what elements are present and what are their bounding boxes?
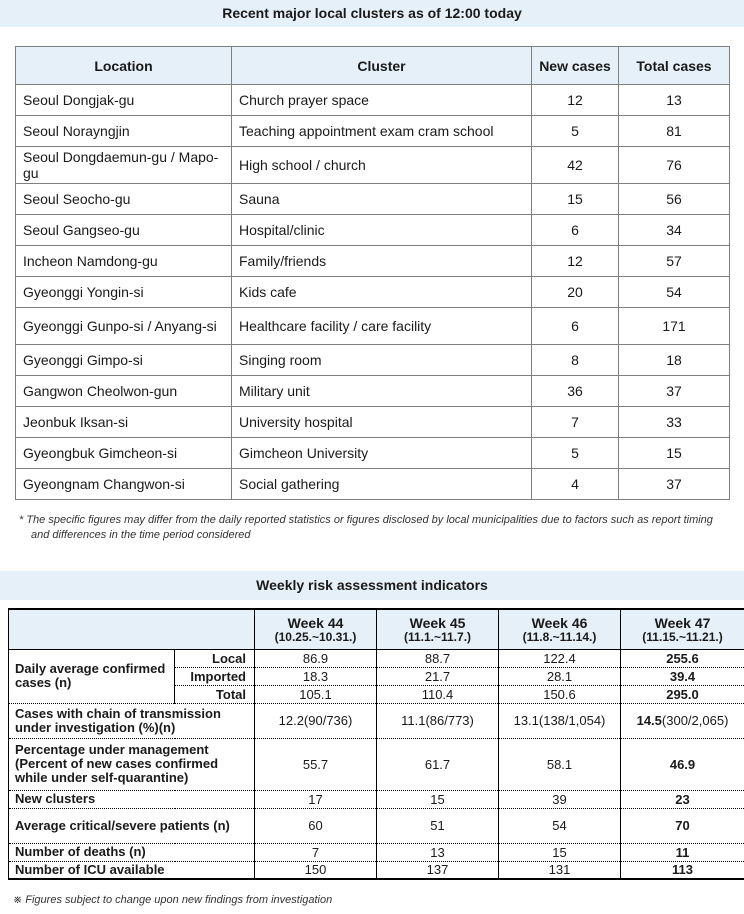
header-location: Location <box>16 47 232 85</box>
value-cell: 12.2(90/736) <box>255 703 377 738</box>
value-cell: 13 <box>377 843 499 861</box>
cluster-new-cases: 6 <box>532 215 619 246</box>
cluster-new-cases: 5 <box>532 116 619 147</box>
cluster-name: High school / church <box>232 147 532 184</box>
cluster-location: Gangwon Cheolwon-gun <box>16 376 232 407</box>
cluster-row <box>16 469 730 500</box>
cluster-name: Singing room <box>232 345 532 376</box>
cluster-name: University hospital <box>232 407 532 438</box>
cluster-total-cases: 33 <box>619 407 730 438</box>
value-cell: 105.1 <box>255 685 377 703</box>
value-cell: 295.0 <box>621 685 744 703</box>
cluster-location: Seoul Gangseo-gu <box>16 215 232 246</box>
week-range: (11.1.~11.7.) <box>403 630 472 645</box>
week-label: Week 45 <box>409 615 466 632</box>
cluster-row <box>16 215 730 246</box>
value-cell: 137 <box>377 861 499 879</box>
cluster-location: Gyeonggi Gimpo-si <box>16 345 232 376</box>
icu-row <box>9 861 744 879</box>
weekly-header-row <box>9 609 744 649</box>
value-cell: 131 <box>499 861 621 879</box>
weekly-indicators-table <box>8 608 744 880</box>
value-cell: 23 <box>621 790 744 808</box>
week-label: Week 46 <box>531 615 588 632</box>
clusters-header-row <box>16 47 730 85</box>
cluster-row <box>16 184 730 215</box>
header-blank <box>9 609 255 649</box>
cluster-name: Gimcheon University <box>232 438 532 469</box>
value-cell: 61.7 <box>377 738 499 790</box>
clusters-table <box>15 46 730 500</box>
row-label: Percentage under management (Percent of new cases confirmed while under self-quarantine) <box>9 738 255 790</box>
value-cell: 7 <box>255 843 377 861</box>
value-cell: 17 <box>255 790 377 808</box>
row-label: Average critical/severe patients (n) <box>9 808 255 843</box>
cluster-total-cases: 34 <box>619 215 730 246</box>
row-label: Number of ICU available <box>9 861 255 879</box>
value-cell: 15 <box>377 790 499 808</box>
cluster-location: Seoul Norayngjin <box>16 116 232 147</box>
new-clusters-row <box>9 790 744 808</box>
clusters-footnote: * The specific figures may differ from the daily reported statistics or figures disclosed by local municipalities due to factors such as report timing and differences in the time period considered <box>19 514 713 541</box>
value-cell: 255.6 <box>621 649 744 667</box>
cluster-total-cases: 56 <box>619 184 730 215</box>
value-cell: 11.1(86/773) <box>377 703 499 738</box>
cluster-row <box>16 147 730 184</box>
cluster-location: Gyeonggi Yongin-si <box>16 277 232 308</box>
cluster-row <box>16 85 730 116</box>
chain-week47-percent: 14.5 <box>636 713 662 728</box>
week-range: (10.25.~10.31.) <box>274 630 357 645</box>
week-label: Week 47 <box>654 615 711 632</box>
cluster-new-cases: 12 <box>532 246 619 277</box>
cluster-row <box>16 277 730 308</box>
value-cell: 150.6 <box>499 685 621 703</box>
cluster-location: Gyeongnam Changwon-si <box>16 469 232 500</box>
cluster-location: Gyeongbuk Gimcheon-si <box>16 438 232 469</box>
value-cell: 15 <box>499 843 621 861</box>
value-cell: 60 <box>255 808 377 843</box>
value-cell: 113 <box>621 861 744 879</box>
cluster-new-cases: 7 <box>532 407 619 438</box>
cluster-total-cases: 54 <box>619 277 730 308</box>
clusters-title: Recent major local clusters as of 12:00 today <box>0 0 744 27</box>
cluster-name: Hospital/clinic <box>232 215 532 246</box>
header-week-46 <box>499 609 621 649</box>
cluster-new-cases: 12 <box>532 85 619 116</box>
value-cell: 150 <box>255 861 377 879</box>
cluster-total-cases: 37 <box>619 376 730 407</box>
chain-label: Cases with chain of transmission under investigation (%)(n) <box>9 703 255 738</box>
row-label: New clusters <box>9 790 255 808</box>
cluster-row <box>16 345 730 376</box>
header-total-cases: Total cases <box>619 47 730 85</box>
cluster-name: Sauna <box>232 184 532 215</box>
daily-sub-label: Local <box>175 649 255 667</box>
value-cell: 18.3 <box>255 667 377 685</box>
header-cluster: Cluster <box>232 47 532 85</box>
cluster-new-cases: 20 <box>532 277 619 308</box>
value-cell: 11 <box>621 843 744 861</box>
value-cell: 13.1(138/1,054) <box>499 703 621 738</box>
cluster-total-cases: 13 <box>619 85 730 116</box>
cluster-new-cases: 5 <box>532 438 619 469</box>
daily-local-row <box>9 649 744 667</box>
cluster-name: Teaching appointment exam cram school <box>232 116 532 147</box>
cluster-name: Church prayer space <box>232 85 532 116</box>
cluster-new-cases: 8 <box>532 345 619 376</box>
cluster-total-cases: 15 <box>619 438 730 469</box>
value-cell: 51 <box>377 808 499 843</box>
cluster-location: Seoul Dongdaemun-gu / Mapo-gu <box>16 147 232 184</box>
cluster-total-cases: 76 <box>619 147 730 184</box>
header-new-cases: New cases <box>532 47 619 85</box>
cluster-location: Incheon Namdong-gu <box>16 246 232 277</box>
week-range: (11.15.~11.21.) <box>642 630 723 645</box>
management-row <box>9 738 744 790</box>
cluster-total-cases: 171 <box>619 308 730 345</box>
cluster-new-cases: 4 <box>532 469 619 500</box>
cluster-new-cases: 36 <box>532 376 619 407</box>
cluster-name: Healthcare facility / care facility <box>232 308 532 345</box>
critical-patients-row <box>9 808 744 843</box>
cluster-total-cases: 37 <box>619 469 730 500</box>
value-cell <box>621 703 744 738</box>
value-cell: 21.7 <box>377 667 499 685</box>
cluster-name: Military unit <box>232 376 532 407</box>
weekly-title: Weekly risk assessment indicators <box>0 571 744 600</box>
deaths-row <box>9 843 744 861</box>
value-cell: 39 <box>499 790 621 808</box>
chain-row <box>9 703 744 738</box>
cluster-new-cases: 15 <box>532 184 619 215</box>
cluster-total-cases: 57 <box>619 246 730 277</box>
header-week-47 <box>621 609 744 649</box>
value-cell: 122.4 <box>499 649 621 667</box>
cluster-name: Social gathering <box>232 469 532 500</box>
cluster-location: Jeonbuk Iksan-si <box>16 407 232 438</box>
cluster-location: Gyeonggi Gunpo-si / Anyang-si <box>16 308 232 345</box>
cluster-row <box>16 246 730 277</box>
value-cell: 58.1 <box>499 738 621 790</box>
value-cell: 88.7 <box>377 649 499 667</box>
value-cell: 46.9 <box>621 738 744 790</box>
value-cell: 86.9 <box>255 649 377 667</box>
cluster-row <box>16 407 730 438</box>
weekly-footnote: ※ Figures subject to change upon new findings from investigation <box>13 894 333 906</box>
row-label: Number of deaths (n) <box>9 843 255 861</box>
header-week-45 <box>377 609 499 649</box>
daily-sub-label: Total <box>175 685 255 703</box>
value-cell: 55.7 <box>255 738 377 790</box>
chain-week47-count: (300/2,065) <box>661 713 729 728</box>
value-cell: 70 <box>621 808 744 843</box>
value-cell: 39.4 <box>621 667 744 685</box>
cluster-row <box>16 116 730 147</box>
cluster-new-cases: 42 <box>532 147 619 184</box>
week-label: Week 44 <box>287 615 344 632</box>
cluster-total-cases: 18 <box>619 345 730 376</box>
cluster-total-cases: 81 <box>619 116 730 147</box>
header-week-44 <box>255 609 377 649</box>
cluster-location: Seoul Dongjak-gu <box>16 85 232 116</box>
value-cell: 28.1 <box>499 667 621 685</box>
cluster-name: Family/friends <box>232 246 532 277</box>
value-cell: 110.4 <box>377 685 499 703</box>
cluster-location: Seoul Seocho-gu <box>16 184 232 215</box>
value-cell: 54 <box>499 808 621 843</box>
daily-average-label: Daily average confirmed cases (n) <box>9 649 175 703</box>
cluster-row <box>16 308 730 345</box>
daily-sub-label: Imported <box>175 667 255 685</box>
cluster-row <box>16 376 730 407</box>
week-range: (11.8.~11.14.) <box>522 630 597 645</box>
cluster-row <box>16 438 730 469</box>
cluster-new-cases: 6 <box>532 308 619 345</box>
cluster-name: Kids cafe <box>232 277 532 308</box>
